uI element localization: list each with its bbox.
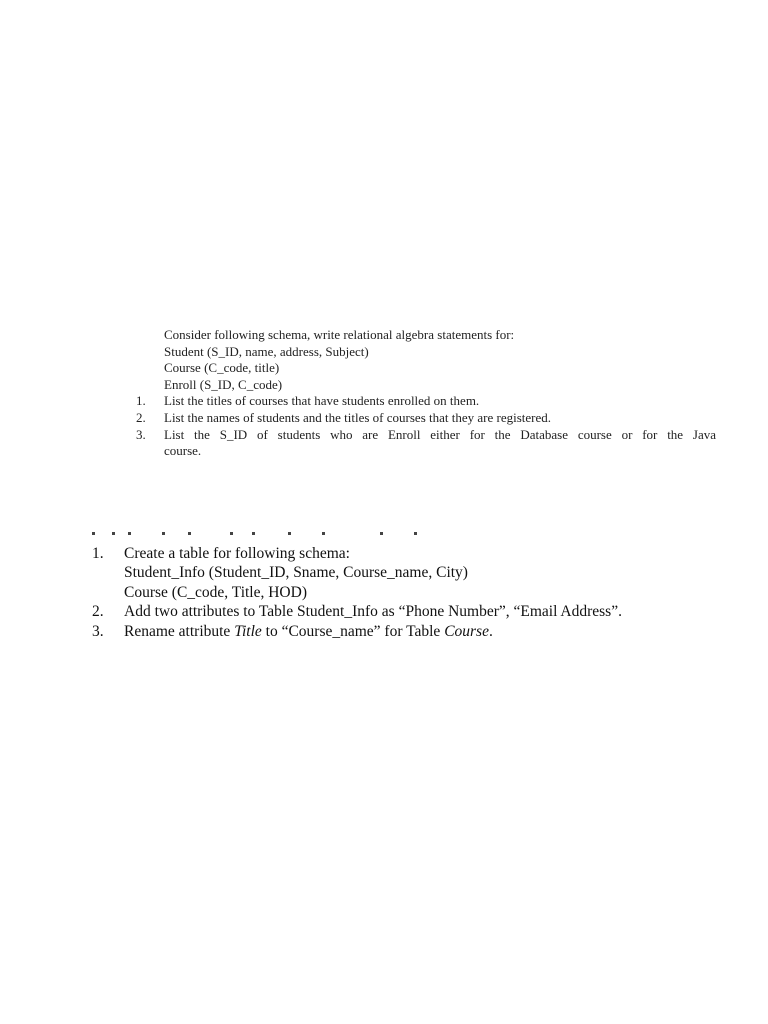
list-number: 2.	[136, 409, 146, 425]
text-part: .	[488, 622, 493, 640]
list-text	[124, 622, 692, 641]
list-text-wrap	[164, 427, 716, 460]
sql-question-list-cont	[92, 602, 692, 641]
schema-student-info: Student_Info (Student_ID, Sname, Course_name, City)	[124, 564, 468, 582]
text-part: Rename attribute	[124, 622, 235, 640]
list-number: 2.	[92, 603, 104, 621]
list-item	[136, 427, 716, 460]
list-text: Add two attributes to Table Student_Info as “Phone Number”, “Email Address”.	[124, 603, 622, 621]
schema-course: Course (C_code, title)	[164, 360, 280, 376]
list-item	[136, 410, 716, 427]
list-text: List the names of students and the titles of courses that they are registered.	[164, 409, 551, 425]
sql-question	[92, 544, 692, 641]
italic-term: Course	[444, 622, 489, 640]
schema-student: Student (S_ID, name, address, Subject)	[164, 343, 369, 359]
list-number: 1.	[136, 393, 146, 409]
schema-enroll: Enroll (S_ID, C_code)	[164, 376, 283, 392]
list-text: List the titles of courses that have students enrolled on them.	[164, 393, 480, 409]
list-number: 3.	[92, 622, 104, 640]
sql-question-list	[92, 544, 692, 563]
list-number: 1.	[92, 545, 104, 562]
question-intro: Consider following schema, write relational algebra statements for:	[164, 327, 515, 342]
list-item	[92, 544, 692, 563]
text-part: to “Course_name” for Table	[261, 622, 445, 640]
list-text: List the S_ID of students who are Enroll either for the Database course or for the Java	[164, 426, 716, 442]
cropped-text-fragment	[92, 532, 432, 538]
list-number: 3.	[136, 426, 146, 442]
list-text-continued: course.	[164, 443, 202, 459]
list-item	[136, 393, 716, 410]
list-text: Create a table for following schema:	[124, 545, 350, 562]
list-item	[92, 622, 692, 641]
schema-course: Course (C_code, Title, HOD)	[124, 583, 307, 601]
list-item	[92, 602, 692, 621]
italic-term: Title	[234, 622, 262, 640]
relational-algebra-question	[136, 327, 716, 460]
question-list	[136, 393, 716, 459]
